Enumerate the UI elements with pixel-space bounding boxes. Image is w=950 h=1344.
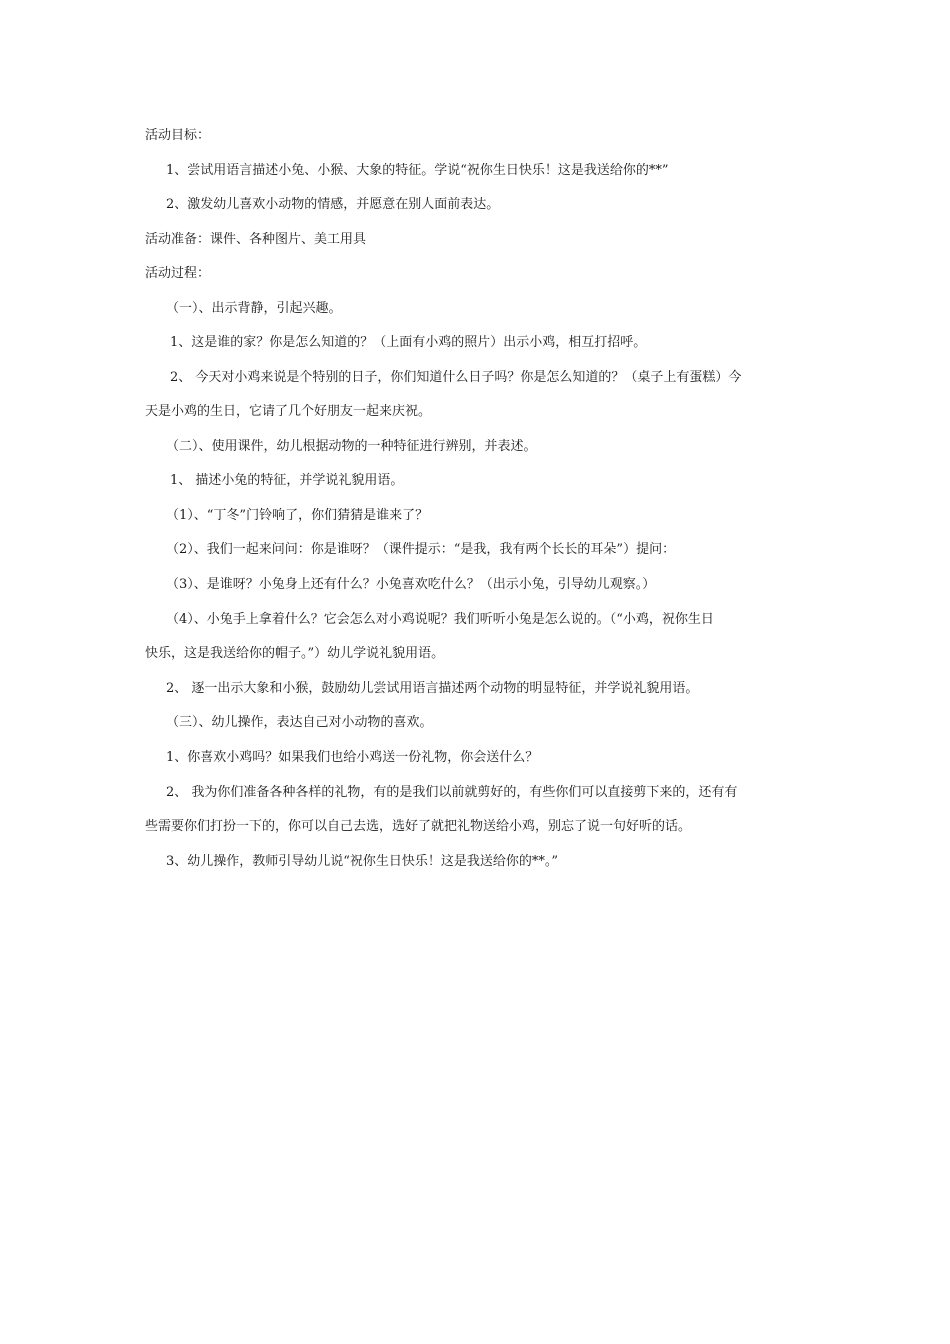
- section-2-question-3: （3）、是谁呀？小兔身上还有什么？小兔喜欢吃什么？（出示小兔，引导幼儿观察。）: [166, 577, 656, 592]
- process-heading: 活动过程：: [145, 266, 211, 281]
- goal-item-2: 2、激发幼儿喜欢小动物的情感，并愿意在别人面前表达。: [166, 197, 500, 212]
- section-3-step-2-cont: 些需要你们打扮一下的，你可以自己去选，选好了就把礼物送给小鸡，别忘了说一句好听的话。: [145, 819, 692, 834]
- section-2-step-1: 1、 描述小兔的特征，并学说礼貌用语。: [170, 473, 404, 488]
- section-3-title: （三）、幼儿操作，表达自己对小动物的喜欢。: [166, 715, 433, 730]
- section-2-question-4: （4）、小兔手上拿着什么？它会怎么对小鸡说呢？我们听听小兔是怎么说的。（“小鸡，祝你生日: [166, 612, 714, 627]
- goal-item-1: 1、尝试用语言描述小兔、小猴、大象的特征。学说“祝你生日快乐！这是我送给你的**”: [166, 163, 669, 178]
- section-1-step-1: 1、这是谁的家？你是怎么知道的？（上面有小鸡的照片）出示小鸡，相互打招呼。: [170, 335, 647, 350]
- section-1-title: （一）、出示背静，引起兴趣。: [166, 301, 342, 316]
- section-1-step-2: 2、 今天对小鸡来说是个特别的日子，你们知道什么日子吗？你是怎么知道的？（桌子上有蛋糕）今: [170, 370, 742, 385]
- section-2-step-2: 2、 逐一出示大象和小猴，鼓励幼儿尝试用语言描述两个动物的明显特征，并学说礼貌用语。: [166, 681, 699, 696]
- section-3-step-2: 2、 我为你们准备各种各样的礼物，有的是我们以前就剪好的，有些你们可以直接剪下来的，还有有: [166, 785, 738, 800]
- goals-heading: 活动目标：: [145, 128, 211, 143]
- section-3-step-1: 1、你喜欢小鸡吗？如果我们也给小鸡送一份礼物，你会送什么？: [166, 750, 539, 765]
- section-2-question-4-cont: 快乐，这是我送给你的帽子。”）幼儿学说礼貌用语。: [145, 646, 445, 661]
- section-1-step-2-cont: 天是小鸡的生日，它请了几个好朋友一起来庆祝。: [145, 404, 432, 419]
- section-2-title: （二）、使用课件，幼儿根据动物的一种特征进行辨别，并表述。: [166, 439, 537, 454]
- section-2-question-2: （2）、我们一起来问问：你是谁呀？（课件提示：“是我，我有两个长长的耳朵”）提问：: [166, 542, 676, 557]
- preparation-line: 活动准备：课件、各种图片、美工用具: [145, 232, 367, 247]
- section-3-step-3: 3、幼儿操作，教师引导幼儿说“祝你生日快乐！这是我送给你的**。”: [166, 854, 559, 869]
- section-2-question-1: （1）、“丁冬”门铃响了，你们猜猜是谁来了？: [166, 508, 429, 523]
